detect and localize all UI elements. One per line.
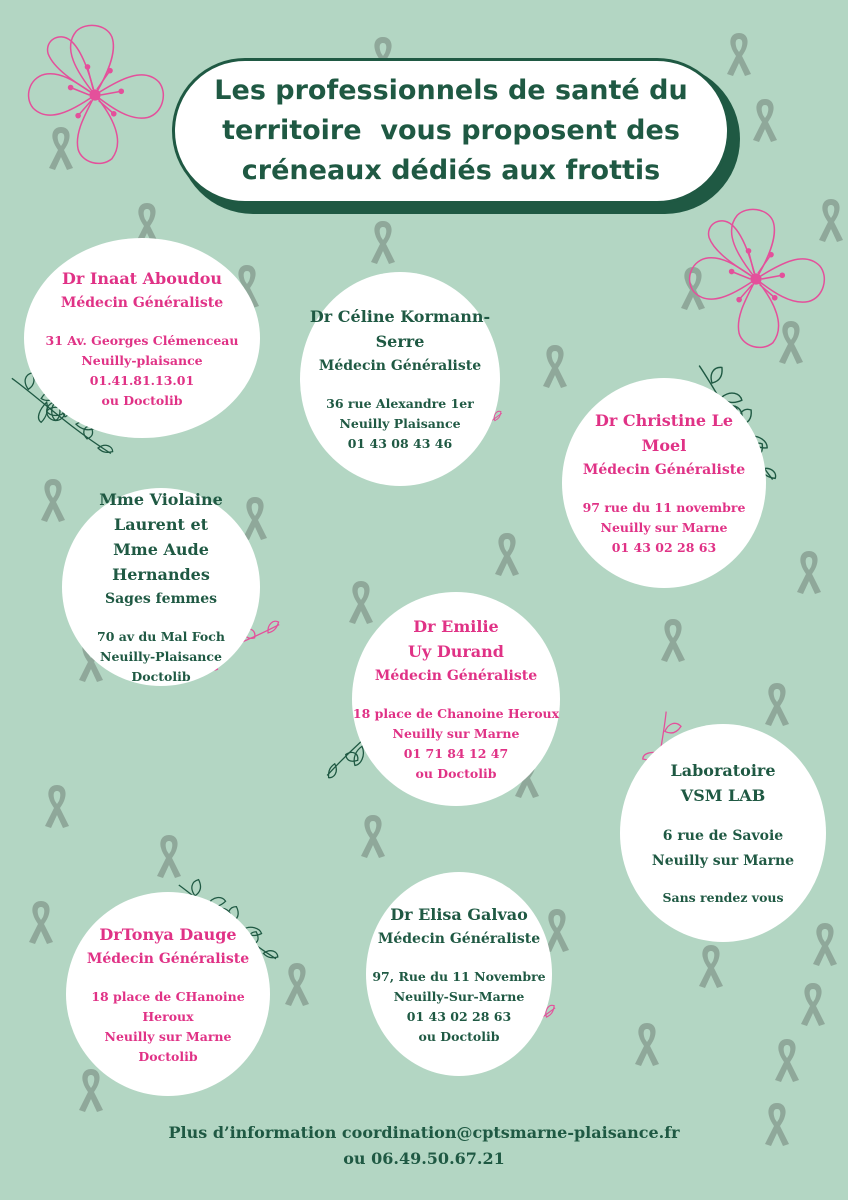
awareness-ribbon-icon — [40, 782, 74, 830]
provider-name: Laboratoire — [670, 761, 776, 780]
provider-role: Médecin Généraliste — [60, 294, 224, 311]
title-line: créneaux dédiés aux frottis — [241, 155, 661, 186]
provider-address: 18 place de Chanoine Heroux — [352, 706, 560, 721]
provider-booking: ou Doctolib — [101, 392, 183, 408]
provider-city: Neuilly-Sur-Marne — [393, 988, 525, 1004]
page-title — [172, 58, 730, 204]
provider-address: 97, Rue du 11 Novembre — [372, 968, 546, 984]
footer-email-line[interactable]: Plus d’information coordination@cptsmarne-plaisance.fr — [168, 1123, 680, 1142]
awareness-ribbon-icon — [36, 476, 70, 524]
awareness-ribbon-icon — [630, 1020, 664, 1068]
provider-city: Neuilly-plaisance — [81, 352, 203, 368]
provider-note: Sans rendez vous — [662, 890, 784, 905]
provider-city: Neuilly-Plaisance — [100, 649, 222, 664]
awareness-ribbon-icon — [796, 980, 830, 1028]
title-line: territoire vous proposent des — [222, 115, 680, 146]
provider-name: Dr Céline Kormann- — [309, 307, 491, 326]
provider-card — [366, 872, 552, 1076]
awareness-ribbon-icon — [656, 616, 690, 664]
awareness-ribbon-icon — [344, 578, 378, 626]
provider-booking: ou Doctolib — [418, 1028, 500, 1044]
provider-card — [62, 488, 260, 686]
provider-name: Dr Emilie — [413, 617, 499, 636]
footer-phone-line[interactable]: ou 06.49.50.67.21 — [343, 1149, 505, 1168]
provider-role: Médecin Généraliste — [318, 358, 482, 374]
pink-flower-icon — [20, 20, 170, 170]
provider-city: Neuilly sur Marne — [651, 853, 795, 869]
footer-phone — [0, 1146, 848, 1172]
awareness-ribbon-icon — [152, 832, 186, 880]
provider-address: 18 place de CHanoine Heroux — [91, 988, 245, 1024]
awareness-ribbon-icon — [770, 1036, 804, 1084]
provider-name: VSM LAB — [680, 786, 766, 805]
footer-contact — [0, 1120, 848, 1146]
provider-card — [66, 892, 270, 1096]
provider-city: Neuilly sur Marne — [600, 520, 728, 535]
awareness-ribbon-icon — [366, 218, 400, 266]
provider-name: Serre — [375, 332, 425, 351]
provider-phone: 01 43 02 28 63 — [611, 540, 717, 555]
provider-phone: 01.41.81.13.01 — [89, 372, 195, 388]
pink-flower-icon — [676, 204, 836, 354]
provider-role: Médecin Généraliste — [86, 950, 250, 967]
provider-booking: Doctolib — [138, 1048, 198, 1064]
awareness-ribbon-icon — [694, 942, 728, 990]
awareness-ribbon-icon — [748, 96, 782, 144]
provider-city: Neuilly sur Marne — [104, 1028, 232, 1044]
provider-phone: 01 43 08 43 46 — [347, 436, 453, 451]
provider-role: Médecin Généraliste — [582, 462, 746, 478]
provider-booking: Doctolib — [131, 669, 191, 684]
provider-card — [562, 378, 766, 588]
provider-address: 70 av du Mal Foch — [97, 629, 225, 644]
provider-address: 6 rue de Savoie — [662, 828, 784, 844]
provider-phone: 01 71 84 12 47 — [403, 746, 509, 761]
awareness-ribbon-icon — [490, 530, 524, 578]
awareness-ribbon-icon — [538, 342, 572, 390]
provider-role: Sages femmes — [105, 591, 217, 607]
provider-name: Dr Elisa Galvao — [390, 904, 528, 924]
awareness-ribbon-icon — [280, 960, 314, 1008]
provider-name: Uy Durand — [408, 642, 504, 661]
provider-address: 31 Av. Georges Clémenceau — [45, 332, 239, 348]
provider-card — [352, 592, 560, 806]
provider-card — [24, 238, 260, 438]
provider-name: DrTonya Dauge — [99, 924, 237, 944]
provider-role: Médecin Généraliste — [377, 930, 541, 947]
provider-city: Neuilly Plaisance — [339, 416, 461, 431]
awareness-ribbon-icon — [356, 812, 390, 860]
provider-name: Mme Violaine — [99, 490, 223, 509]
title-line: Les professionnels de santé du — [214, 75, 688, 106]
provider-role: Médecin Généraliste — [374, 668, 538, 684]
awareness-ribbon-icon — [722, 30, 756, 78]
provider-address: 97 rue du 11 novembre — [582, 500, 746, 515]
provider-card — [620, 724, 826, 942]
awareness-ribbon-icon — [760, 680, 794, 728]
provider-card — [300, 272, 500, 486]
provider-name: Dr Inaat Aboudou — [61, 268, 223, 288]
provider-name: Dr Christine Le — [594, 411, 734, 430]
provider-address: 36 rue Alexandre 1er — [326, 396, 474, 411]
provider-name: Laurent et — [113, 515, 209, 534]
provider-city: Neuilly sur Marne — [392, 726, 520, 741]
awareness-ribbon-icon — [808, 920, 842, 968]
awareness-ribbon-icon — [792, 548, 826, 596]
awareness-ribbon-icon — [24, 898, 58, 946]
provider-phone: 01 43 02 28 63 — [406, 1008, 512, 1024]
provider-booking: ou Doctolib — [415, 766, 497, 781]
provider-name: Moel — [641, 436, 687, 455]
provider-name: Mme Aude Hernandes — [112, 540, 210, 584]
